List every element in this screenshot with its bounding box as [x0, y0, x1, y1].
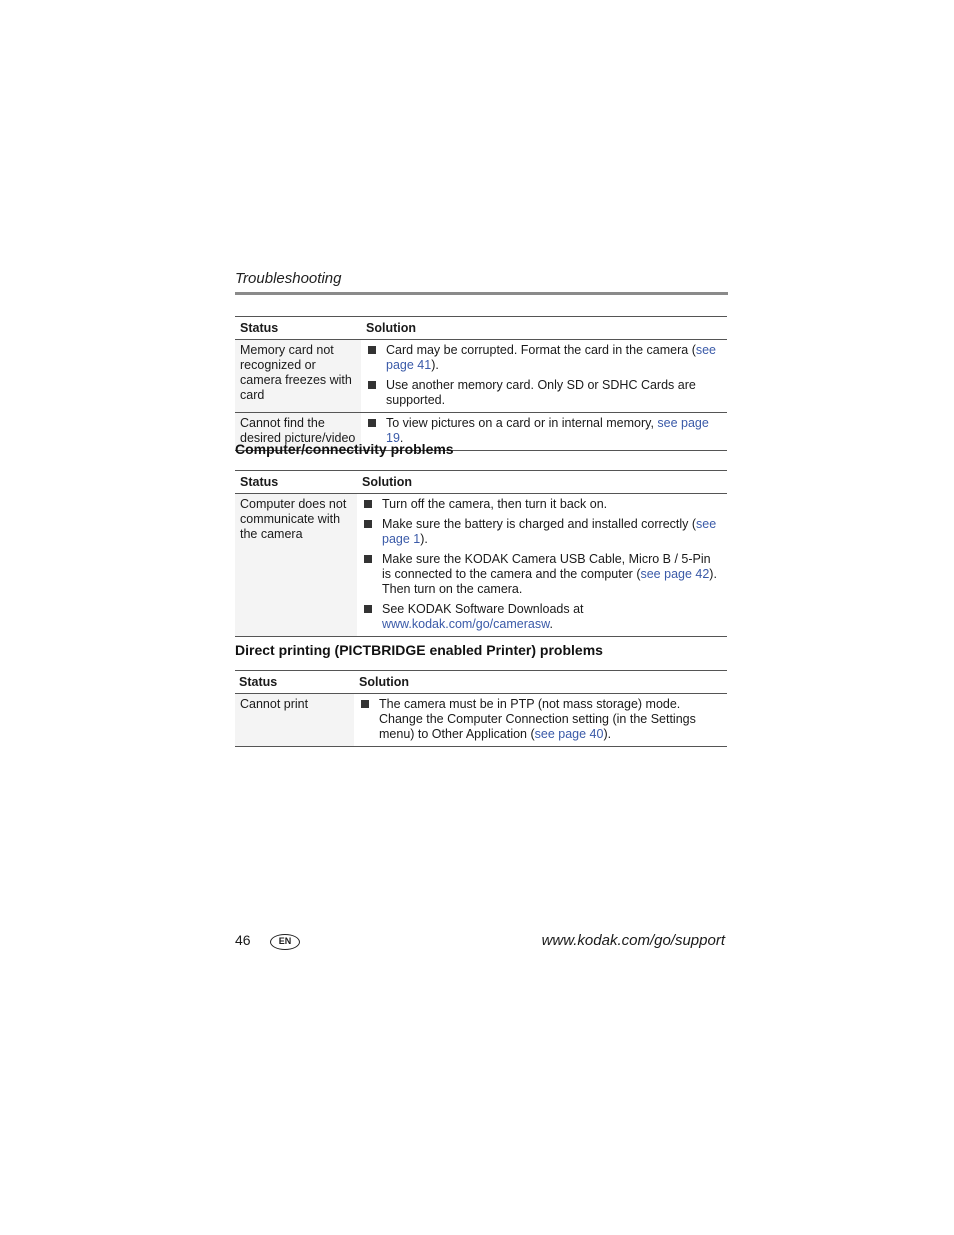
- bullet-text-lead: Turn off the camera, then turn it back on.: [382, 497, 608, 511]
- bullet-text-tail: .: [399, 431, 404, 445]
- computer-problems-heading: Computer/connectivity problems: [235, 441, 454, 457]
- cross-reference-link[interactable]: see page 40: [534, 727, 604, 741]
- cross-reference-link[interactable]: see page 1: [382, 517, 717, 546]
- table-row: [235, 694, 727, 747]
- printing-problems-heading: Direct printing (PICTBRIDGE enabled Printer) problems: [235, 642, 603, 658]
- status-cell: Cannot print: [235, 694, 354, 746]
- table-header: [235, 316, 727, 340]
- status-cell: Computer does not communicate with the camera: [235, 494, 357, 636]
- section-title: Troubleshooting: [235, 270, 342, 287]
- square-bullet-icon: [368, 381, 376, 389]
- solution-bullet: [359, 697, 723, 742]
- square-bullet-icon: [368, 346, 376, 354]
- solution-bullet: [362, 552, 723, 597]
- header-rule: [235, 292, 728, 295]
- solution-cell: [354, 694, 727, 746]
- bullet-text-lead: The camera must be in PTP (not mass storage) mode. Change the Computer Connection setting (in the Settings menu) to Other Application (: [379, 697, 696, 741]
- bullet-text-lead: Make sure the battery is charged and installed correctly (: [382, 517, 697, 531]
- table-header: [235, 470, 727, 494]
- solution-cell: [361, 340, 727, 412]
- square-bullet-icon: [368, 419, 376, 427]
- cross-reference-link[interactable]: see page 42: [640, 567, 710, 581]
- status-cell: Memory card not recognized or camera freezes with card: [235, 340, 361, 412]
- solution-column-header: Solution: [362, 474, 412, 489]
- computer-connectivity-table: [235, 470, 727, 637]
- bullet-text: [379, 697, 723, 742]
- solution-bullet: [362, 602, 723, 632]
- solution-column-header: Solution: [359, 674, 409, 689]
- square-bullet-icon: [361, 700, 369, 708]
- cross-reference-link[interactable]: see page 41: [386, 343, 717, 372]
- bullet-text-lead: To view pictures on a card or in internal memory,: [386, 416, 658, 430]
- table-header: [235, 670, 727, 694]
- solution-cell: [357, 494, 727, 636]
- square-bullet-icon: [364, 500, 372, 508]
- support-url: www.kodak.com/go/support: [541, 932, 725, 949]
- solution-bullet: [362, 517, 723, 547]
- square-bullet-icon: [364, 520, 372, 528]
- status-column-header: Status: [239, 674, 278, 689]
- solution-bullet: [366, 378, 723, 408]
- solution-bullet: [362, 497, 723, 512]
- bullet-text: [382, 497, 723, 512]
- bullet-text-tail: ).: [431, 358, 439, 372]
- table-row: [235, 494, 727, 637]
- bullet-text-lead: Use another memory card. Only SD or SDHC Cards are supported.: [386, 378, 696, 407]
- bullet-text-lead: Card may be corrupted. Format the card in the camera (: [386, 343, 696, 357]
- bullet-text: [382, 552, 723, 597]
- table-row: [235, 340, 727, 413]
- square-bullet-icon: [364, 605, 372, 613]
- bullet-text-tail: .: [549, 617, 553, 631]
- bullet-text-tail: ). Then turn on the camera.: [382, 567, 717, 596]
- bullet-text-tail: ).: [420, 532, 428, 546]
- memory-card-table: [235, 316, 727, 451]
- direct-printing-table: [235, 670, 727, 747]
- bullet-text: [386, 343, 723, 373]
- bullet-text: [382, 517, 723, 547]
- cross-reference-link[interactable]: www.kodak.com/go/camerasw: [382, 617, 550, 631]
- bullet-text-lead: Make sure the KODAK Camera USB Cable, Micro B / 5-Pin is connected to the camera and the computer (: [382, 552, 711, 581]
- page-number: 46: [235, 932, 251, 948]
- status-column-header: Status: [240, 320, 279, 335]
- bullet-text: [386, 378, 723, 408]
- bullet-text-tail: ).: [603, 727, 612, 741]
- bullet-text: [382, 602, 723, 632]
- square-bullet-icon: [364, 555, 372, 563]
- solution-column-header: Solution: [366, 320, 416, 335]
- cross-reference-link[interactable]: see page 19: [386, 416, 709, 445]
- bullet-text-lead: See KODAK Software Downloads at: [382, 602, 584, 616]
- status-column-header: Status: [240, 474, 279, 489]
- status-cell: Cannot find the desired picture/video: [235, 413, 361, 450]
- solution-bullet: [366, 343, 723, 373]
- language-badge: EN: [270, 934, 300, 950]
